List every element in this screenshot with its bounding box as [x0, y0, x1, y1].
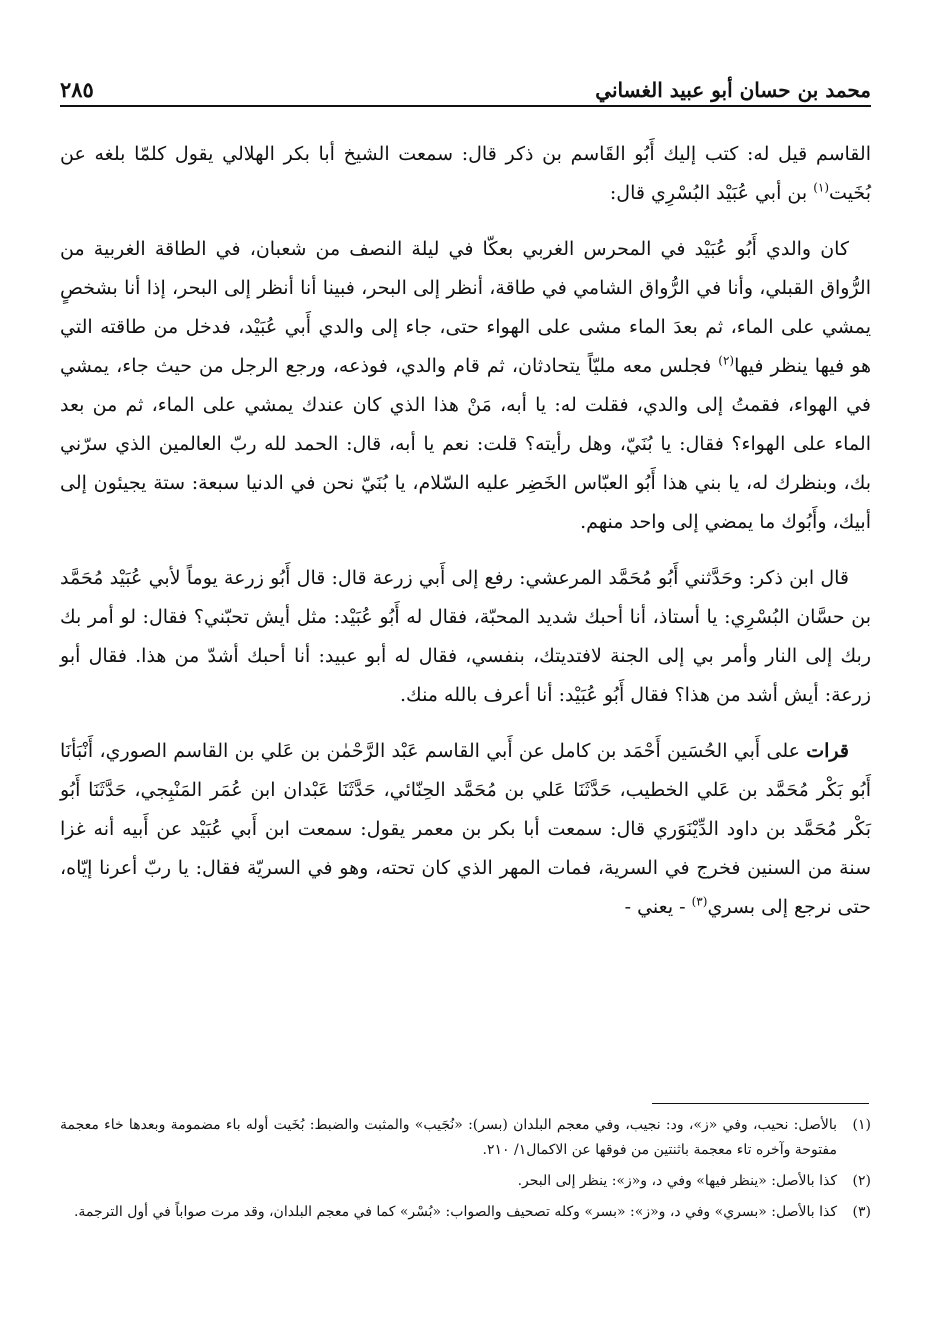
footnote-rule: [652, 1103, 869, 1104]
text-run: بلغه عن بُخَيت: [60, 143, 871, 204]
lead-word: قرات: [806, 740, 849, 762]
footnote-marker: (٢): [718, 353, 735, 368]
page-number: ٢٨٥: [60, 77, 94, 102]
footnote-text: كذا بالأصل: «بسري» وفي د، و«ز»: «بسر» وكله تصحيف والصواب: «بُسْر» كما في معجم البلدان، وقد مرت صواباً في أول الترجمة.: [73, 1204, 837, 1220]
running-title: محمد بن حسان أبو عبيد الغساني: [595, 78, 871, 102]
page-header: [60, 62, 871, 102]
footnote-text: كذا بالأصل: «ينظر فيها» وفي د، و«ز»: ينظر إلى البحر.: [517, 1173, 837, 1189]
footnote-item: [60, 1200, 871, 1225]
main-text: [60, 135, 871, 944]
footnote-number: (١): [852, 1117, 871, 1133]
footnote-marker: (١): [813, 180, 830, 195]
footnote-number: (٣): [852, 1204, 871, 1220]
footnotes: [60, 1113, 871, 1231]
footnote-number: (٢): [852, 1173, 871, 1189]
header-rule: [60, 105, 871, 107]
paragraph-4: [60, 732, 871, 927]
footnote-item: [60, 1169, 871, 1194]
text-run: على أَبي الحُسَين أَحْمَد بن كامل عن أَبي القاسم عَبْد الرَّحْمٰن بن عَلي بن القاسم الصوري، أَنْبَأنَا أَبُو بَكْر مُحَمَّد بن عَلي الخطيب، حَدَّثَنَا عَلي بن مُحَمَّد الحِنّائي، حَدَّثَنَا عَبْدان ابن عُمَر المَنْبِجي، حَدَّثَنَا أَبُو بَكْر مُحَمَّد بن داود الدِّيْنَوَري قال: سمعت أبا بكر بن معمر يقول: سمعت ابن أَبي عُبَيْد عن أَبيه أنه غزا سنة من السنين فخرج في السرية، فمات المهر الذي كان تحته، وهو في السريّة فقال: يا ربّ أعرنا إيّاه، حتى نرجع إلى بسري: [60, 740, 871, 918]
text-run: القاسم قيل له: كتب إليك أَبُو القَاسم بن ذكر قال: سمعت الشيخ أبا بكر الهلالي يقول كلمّا: [134, 143, 871, 165]
paragraph-1: [60, 135, 871, 213]
text-run: فجلس معه مليّاً يتحادثان، ثم قام والدي، فوذعه، ورجع الرجل من حيث جاء، يمشي في الهواء، فقمتُ إلى والدي، فقلت له: يا أبه، مَنْ هذا الذي كان عندك يمشي على الماء، ثم من بعد الماء على الهواء؟ فقال: يا بُنَيّ، وهل رأيته؟ قلت: نعم يا أبه، قال: الحمد لله ربّ العالمين الذي سرّني بك، وبنظرك له، يا بني هذا أَبُو العبّاس الخَضِر عليه السّلام، يا بُنَيّ نحن في الدنيا سبعة: ستة يجيئون إلى أبيك، وأَبُوك ما يمضي إلى واحد منهم.: [60, 355, 871, 533]
footnote-marker: (٣): [691, 894, 708, 909]
text-run: كان والدي أَبُو عُبَيْد في المحرس الغربي بعكّا في ليلة النصف من شعبان، في الطاقة الغربية من الرُّواق القبلي، وأنا في الرُّواق الشامي في طاقة، أنظر إلى البحر، فبينا أنا أنظر إلى البحر، إذا أنا بشخصٍ يمشي على الماء، ثم بعدَ الماء مشى على الهواء حتى، جاء إلى والدي أَبي عُبَيْد، فدخل من طاقته التي هو فيها ينظر فيها: [60, 238, 871, 377]
text-run: قال ابن ذكر: وحَدَّثني أَبُو مُحَمَّد المرعشي: رفع إلى أَبي زرعة قال: قال أَبُو زرعة يوماً لأبي عُبَيْد مُحَمَّد بن حسَّان البُسْرِي: يا أستاذ، أنا أحبك شديد المحبّة، فقال له أَبُو عُبَيْد: مثل أيش تحبّني؟ فقال: لو أمر بك ربك إلى النار وأمر بي إلى الجنة لافتديتك، بنفسي، فقال له أبو عبيد: أنا أحبك أشدّ من هذا. فقال أبو زرعة: أيش أشد من هذا؟ فقال أَبُو عُبَيْد: أنا أعرف بالله منك.: [60, 567, 871, 706]
paragraph-3: [60, 559, 871, 715]
footnote-text: بالأصل: نحيب، وفي «ز»، ود: نجيب، وفي معجم البلدان (بسر): «نُجَيب» والمثبت والضبط: بُخَيت أوله باء مضمومة وبعدها خاء معجمة مفتوحة وآخره تاء معجمة باثنتين من فوقها عن الاكمال١/ ٢١٠.: [60, 1117, 837, 1158]
text-run: - يعني -: [624, 896, 692, 918]
text-run: بن أبي عُبَيْد البُسْرِي قال:: [609, 182, 814, 204]
footnote-item: [60, 1113, 871, 1163]
paragraph-2: [60, 230, 871, 542]
